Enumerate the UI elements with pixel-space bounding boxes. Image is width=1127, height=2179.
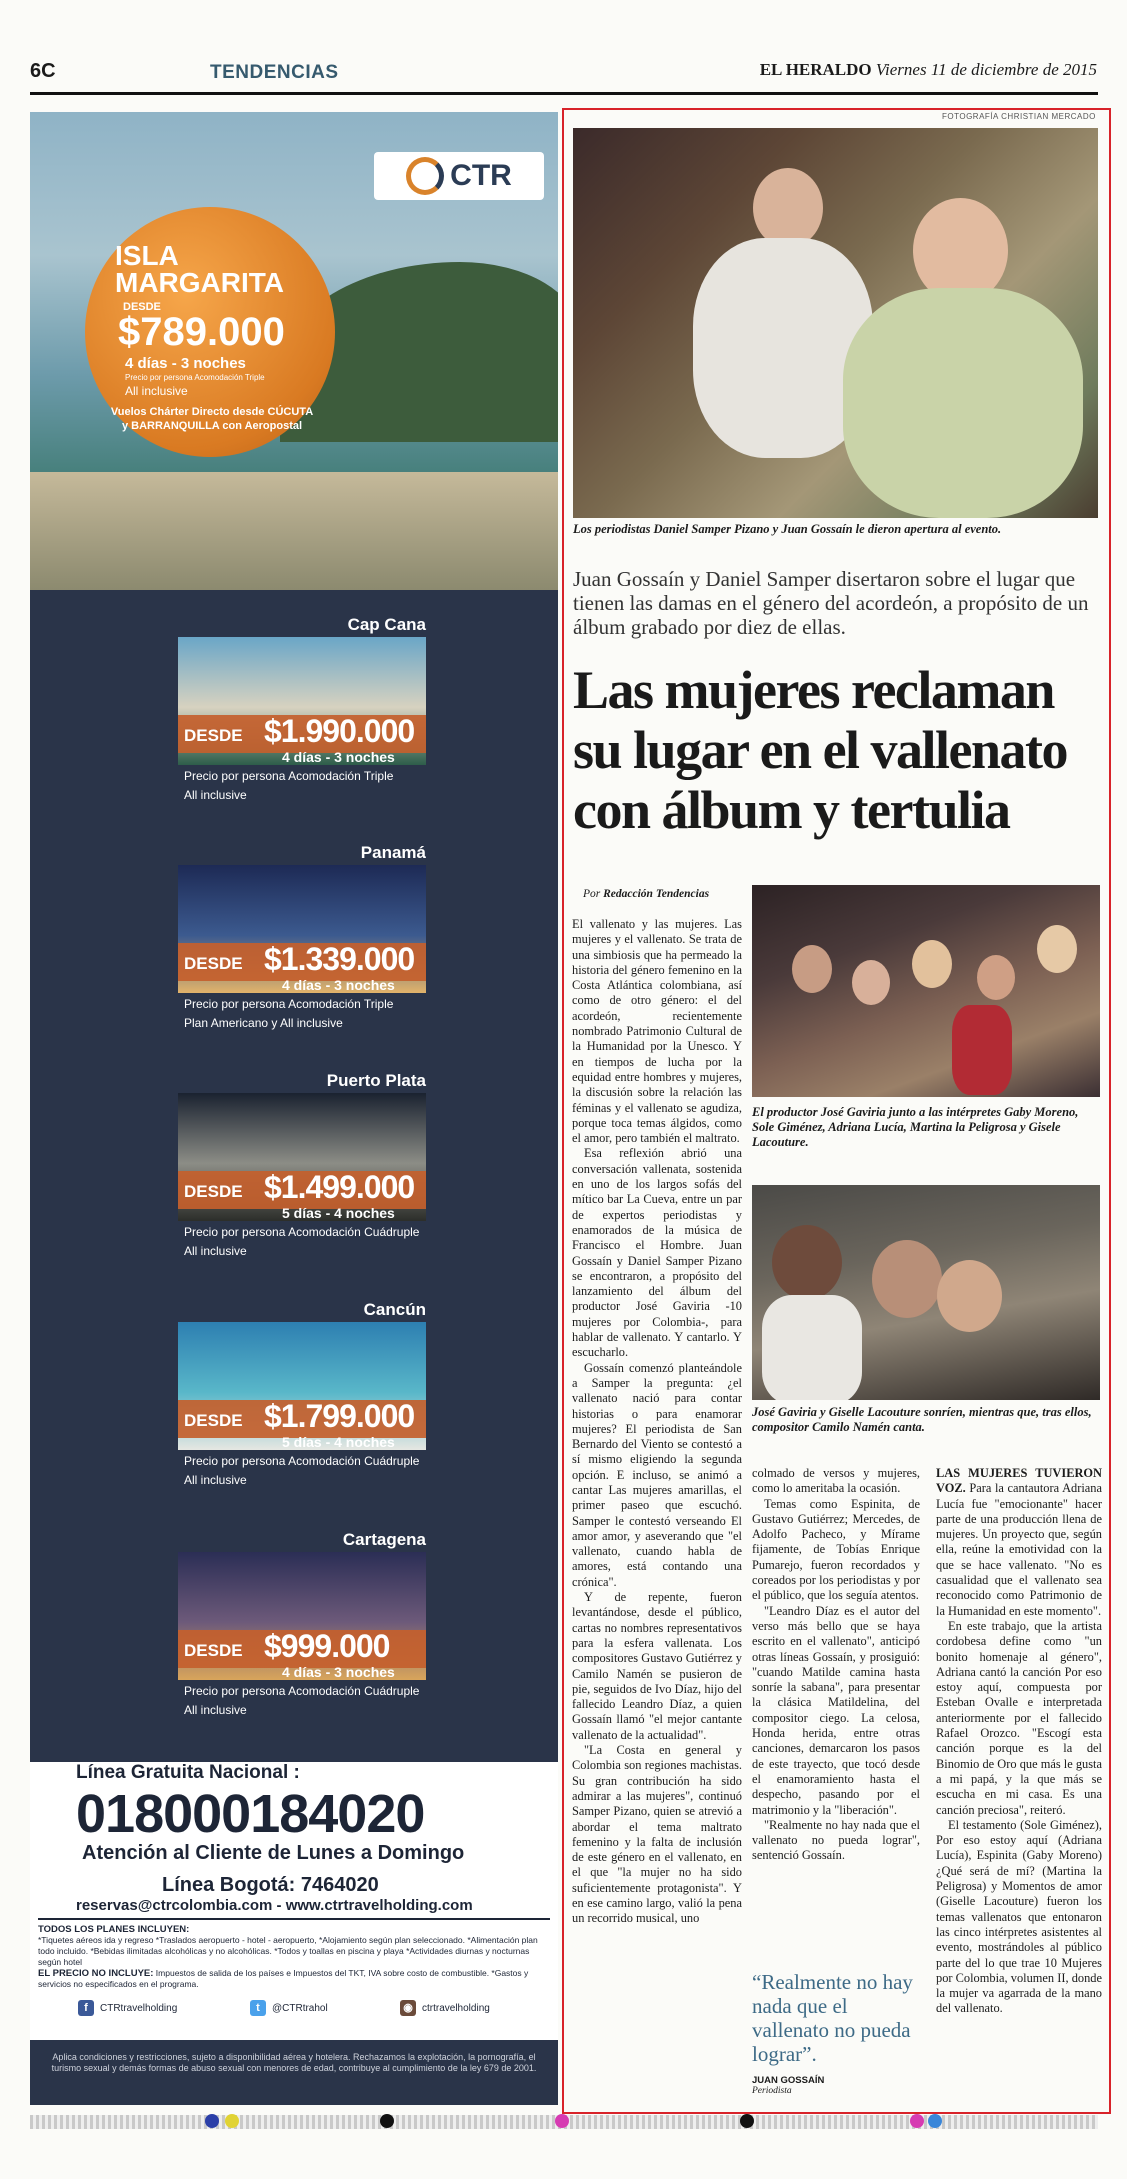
photo-credit: FOTOGRAFÍA CHRISTIAN MERCADO — [942, 112, 1096, 121]
facebook-icon: f — [78, 2000, 94, 2016]
masthead-date — [760, 60, 1097, 80]
registration-dot-black — [380, 2114, 394, 2128]
pull-quote: “Realmente no hay nada que el vallenato no pueda lograr”. — [752, 1970, 913, 2066]
ad-legal-footer: Aplica condiciones y restricciones, sujeto a disponibilidad aérea y hotelera. Rechazamos la explotación, la pornografía, el turismo sexual y demás formas de abuso sexual con menores de edad, contribuye al cumplimiento de la ley 679 de 2001. — [51, 2052, 537, 2073]
destination-name: Puerto Plata — [326, 1071, 426, 1090]
contact-rule — [38, 1918, 550, 1920]
destination-name: Cartagena — [342, 1530, 426, 1549]
photo-person-4 — [977, 955, 1015, 1000]
destination-desde: DESDE — [184, 954, 243, 973]
destination-accommodation: Precio por persona Acomodación Triple — [184, 769, 394, 783]
photo-figure-right-body — [843, 288, 1083, 518]
section-name: TENDENCIAS — [210, 62, 339, 83]
instagram-handle — [400, 2000, 490, 2016]
featured-flights: Vuelos Chárter Directo desde CÚCUTA y BARRANQUILLA con Aeropostal — [110, 406, 314, 432]
article-paragraph: "Leandro Díaz es el autor del verso más bello que se haya escrito en el vallenato", anticipó otras líneas Gossaín, y prosiguió: "cuando Matilde camina hasta sonríe la sabana", para presentar la clásica Matildelina, del compositor ciego. La celosa, Honda herida, entre otras canciones, demarcaron los pasos de este trayecto, que tocó desde el enamoramiento hasta el despecho, pasando por el matrimonio y la "liberación". — [752, 1603, 920, 1817]
toll-free-label: Línea Gratuita Nacional : — [76, 1762, 300, 1783]
byline-author: Redacción Tendencias — [603, 888, 710, 900]
article-headline: Las mujeres reclaman su lugar en el vallenato con álbum y tertulia — [573, 660, 1068, 840]
registration-dot-black-2 — [740, 2114, 754, 2128]
destination-days: 5 días - 4 noches — [282, 1434, 395, 1450]
article-paragraph: colmado de versos y mujeres, como lo ameritaba la ocasión. — [752, 1466, 920, 1496]
registration-dot-yellow — [225, 2114, 239, 2128]
featured-note: Precio por persona Acomodación Triple — [125, 373, 265, 382]
byline — [583, 888, 709, 900]
article-paragraph: "La Costa en general y Colombia son regiones machistas. Su gran contribución ha sido admirar a las mujeres", continuó Samper Pizano, quien se atrevió a abordar el tema maltrato femenino y la falta de inclusión de este género en el vallenato, en el que "la mujer no ha sido suficientemente protagonista". Y en ese camino largo, valió la pena un recorrido musical, uno — [572, 1743, 742, 1926]
featured-plan: All inclusive — [125, 384, 188, 398]
instagram-text: ctrtravelholding — [422, 2002, 490, 2014]
twitter-text: @CTRtrahol — [272, 2002, 328, 2014]
photo-figure-left-head — [753, 168, 823, 248]
destination-days: 5 días - 4 noches — [282, 1205, 395, 1221]
article-paragraph: Gossaín comenzó planteándole a Samper la pregunta: ¿el vallenato nació para contar historias o para enamorar mujeres? El periodista de San Bernardo del Viento se contestó a sí mismo eligiendo la segunda opción. E incluso, se animó a cantar Las mujeres amarillas, el primer paseo que escuchó. Samper le contestó verseando El amor amor, y aseverando que "el vallenato, cuando habla de amores, está contando una crónica". — [572, 1360, 742, 1589]
article-paragraph: En este trabajo, que la artista cordobesa define como "un bonito homenaje al género", Adriana cantó la canción Por eso estoy aquí, compuesta por Esteban Ovalle e interpretada anteriormente por el fallecido Rafael Orozco. "Escogí esta canción porque es la del Binomio de Oro que más le gusta a mi papá, y la que más se escucha en mi casa. Es una canción preciosa", reiteró. — [936, 1618, 1102, 1817]
issue-date: Viernes 11 de diciembre de 2015 — [875, 60, 1097, 79]
destination-plan: All inclusive — [184, 1473, 247, 1487]
toll-free-number: 018000184020 — [76, 1784, 425, 1844]
email-web: reservas@ctrcolombia.com - www.ctrtravelholding.com — [76, 1897, 473, 1914]
destination-name: Cancún — [363, 1300, 426, 1319]
header-rule — [30, 92, 1098, 95]
column-3-paragraph — [936, 1466, 1102, 1619]
featured-offer-badge — [85, 207, 335, 457]
article-paragraph: El vallenato y las mujeres. Las mujeres y el vallenato. Se trata de una simbiosis que ha permeado la historia del género femenino en la Costa Atlántica colombiana, así como de otro género: el del acordeón, recientemente nombrado Patrimonio Cultural de la Humanidad por la Unesco. Y en tiempos de lucha por la equidad entre hombres y mujeres, la discusión sobre la relación las féminas y el vallenato se agudiza, porque toca temas álgidos, como el amor, pero también el maltrato. — [572, 917, 742, 1146]
photo-person-3 — [912, 940, 952, 988]
destination-desde: DESDE — [184, 726, 243, 745]
featured-price: $789.000 — [118, 310, 285, 354]
destination-price: $1.799.000 — [264, 1398, 415, 1434]
destination-price: $1.339.000 — [264, 941, 415, 977]
facebook-text: CTRtravelholding — [100, 2002, 178, 2014]
ad-sand-shape — [30, 472, 558, 590]
pull-quote-role: Periodista — [752, 2086, 792, 2096]
photo-person-2 — [852, 960, 890, 1005]
destination-days: 4 días - 3 noches — [282, 1664, 395, 1680]
destination-accommodation: Precio por persona Acomodación Triple — [184, 997, 394, 1011]
destination-price: $1.499.000 — [264, 1169, 415, 1205]
instagram-icon: ◉ — [400, 2000, 416, 2016]
photo-red-dress — [952, 1005, 1012, 1095]
article-paragraph: Esa reflexión abrió una conversación vallenata, sostenida en uno de los largos sofás del mítico bar La Cueva, entre un par de expertos periodistas y enamorados de la música de Francisco el Hombre. Juan Gossaín y Daniel Samper Pizano se encontraron, a propósito del lanzamiento del álbum del productor José Gaviria -10 mujeres por Colombia-, para hablar de vallenato. Y cantarlo. Y escucharlo. — [572, 1146, 742, 1360]
featured-title: ISLA MARGARITA — [115, 240, 285, 298]
destination-plan: All inclusive — [184, 1703, 247, 1717]
page-number: 6C — [30, 60, 56, 82]
destination-plan: Plan Americano y All inclusive — [184, 1016, 343, 1030]
facebook-handle — [78, 2000, 177, 2016]
destination-price: $999.000 — [264, 1628, 390, 1664]
article-paragraph: El testamento (Sole Giménez), Por eso estoy aquí (Adriana Lucía), Espinita (Gaby Moreno) ¿Qué será de mí? (Martina la Peligrosa) y Momentos de amor (Giselle Lacouture) fueron los temas vallenatos que entonaron las cinco intérpretes asistentes al evento, mostrándoles al público parte del lo que trae 10 Mujeres por Colombia, volumen II, donde la mujer va agarrada de la mano del vallenato. — [936, 1817, 1102, 2016]
column-3-first-text: Para la cantautora Adriana Lucía fue "emocionante" hacer parte de una producción llena de mujeres. Un proyecto que, según ella, reúne la emotividad con la que se hace vallenato. "No es casualidad que el vallenato sea reconocido como Patrimonio de la Humanidad en este momento". — [936, 1481, 1102, 1618]
lead-photo — [573, 128, 1098, 518]
destination-accommodation: Precio por persona Acomodación Cuádruple — [184, 1684, 420, 1698]
featured-desde: DESDE — [123, 301, 161, 313]
twitter-handle — [250, 2000, 328, 2016]
destination-accommodation: Precio por persona Acomodación Cuádruple — [184, 1225, 420, 1239]
photo-person-5 — [1037, 925, 1077, 973]
registration-dot-magenta — [555, 2114, 569, 2128]
photo-singer-shirt — [762, 1295, 862, 1400]
registration-dot-magenta-2 — [910, 2114, 924, 2128]
destination-plan: All inclusive — [184, 1244, 247, 1258]
service-hours: Atención al Cliente de Lunes a Domingo — [82, 1842, 465, 1864]
registration-dot-cyan — [928, 2114, 942, 2128]
article-paragraph: Temas como Espinita, de Gustavo Gutiérrez; Mercedes, de Adolfo Pacheco, y Mírame fijamente, de Tobías Enrique Pumarejo, fueron recordados y coreados por los periodistas y por el público, que los seguía atentos. — [752, 1496, 920, 1603]
photo-man-head — [872, 1240, 942, 1318]
article-column-2 — [752, 1466, 920, 1864]
destination-accommodation: Precio por persona Acomodación Cuádruple — [184, 1454, 420, 1468]
lead-photo-caption: Los periodistas Daniel Samper Pizano y Juan Gossaín le dieron apertura al evento. — [573, 522, 1002, 536]
destination-price: $1.990.000 — [264, 713, 415, 749]
ctr-swirl-icon — [406, 157, 444, 195]
pull-quote-name: JUAN GOSSAÍN — [752, 2075, 825, 2086]
photo-singer-head — [772, 1225, 842, 1300]
audience-photo — [752, 1185, 1100, 1400]
byline-prefix: Por — [583, 888, 601, 900]
includes-title: TODOS LOS PLANES INCLUYEN: — [38, 1924, 190, 1935]
ctr-logo-text: CTR — [450, 159, 512, 192]
article-column-3 — [936, 1466, 1102, 2017]
destination-name: Panamá — [360, 843, 426, 862]
plan-conditions — [38, 1924, 550, 1990]
audience-photo-caption: José Gaviria y Giselle Lacouture sonríen, mientras que, tras ellos, compositor Camilo Namén canta. — [752, 1405, 1092, 1434]
featured-days: 4 días - 3 noches — [125, 355, 246, 372]
photo-person-1 — [792, 945, 832, 993]
registration-dot-blue — [205, 2114, 219, 2128]
twitter-icon: t — [250, 2000, 266, 2016]
includes-text: *Tiquetes aéreos ida y regreso *Traslados aeropuerto - hotel - aeropuerto, *Alojamiento según plan seleccionado. *Alimentación plan todo incluido. *Bebidas ilimitadas alcohólicas y no alcohólicas. *Todos y toallas en piscina y playa *Actividades diurnas y nocturnas según hotel — [38, 1935, 538, 1967]
ctr-logo — [374, 152, 544, 200]
destination-desde: DESDE — [184, 1182, 243, 1201]
destination-desde: DESDE — [184, 1641, 243, 1660]
destination-days: 4 días - 3 noches — [282, 977, 395, 993]
article-deck: Juan Gossaín y Daniel Samper disertaron sobre el lugar que tienen las damas en el género del acordeón, a propósito de un álbum grabado por diez de ellas. — [573, 567, 1089, 639]
ctr-travel-ad — [30, 112, 558, 2105]
destination-name: Cap Cana — [347, 615, 426, 634]
excludes-title: EL PRECIO NO INCLUYE: — [38, 1968, 154, 1979]
destination-desde: DESDE — [184, 1411, 243, 1430]
bogota-line: Línea Bogotá: 7464020 — [162, 1874, 379, 1896]
destination-plan: All inclusive — [184, 788, 247, 802]
article-paragraph: "Realmente no hay nada que el vallenato no pueda lograr", sentenció Gossaín. — [752, 1817, 920, 1863]
paper-name: EL HERALDO — [759, 60, 872, 79]
group-photo-caption: El productor José Gaviria junto a las intérpretes Gaby Moreno, Sole Giménez, Adriana Lucía, Martina la Peligrosa y Gisele Lacouture. — [752, 1105, 1079, 1149]
subhead-lead: LAS MUJERES TUVIERON VOZ. — [936, 1466, 1102, 1496]
destination-days: 4 días - 3 noches — [282, 749, 395, 765]
group-photo — [752, 885, 1100, 1097]
photo-woman-head — [937, 1260, 1002, 1332]
article-paragraph: Y de repente, fueron levantándose, desde el público, cartas no nombres representativos para la esfera vallenata. Los compositores Gustavo Gutiérrez y Camilo Namén se pusieron de pie, seguidos de Ivo Díaz, hijo del fallecido Leandro Díaz, a quien Gossaín llamó "el mejor cantante vallenato de la actualidad". — [572, 1590, 742, 1742]
excludes-text: Impuestos de salida de los países e Impuestos del TKT, IVA sobre costo de combustible. *Gastos y servicios no especificados en el programa. — [38, 1968, 529, 1989]
article-column-1 — [572, 917, 742, 1927]
